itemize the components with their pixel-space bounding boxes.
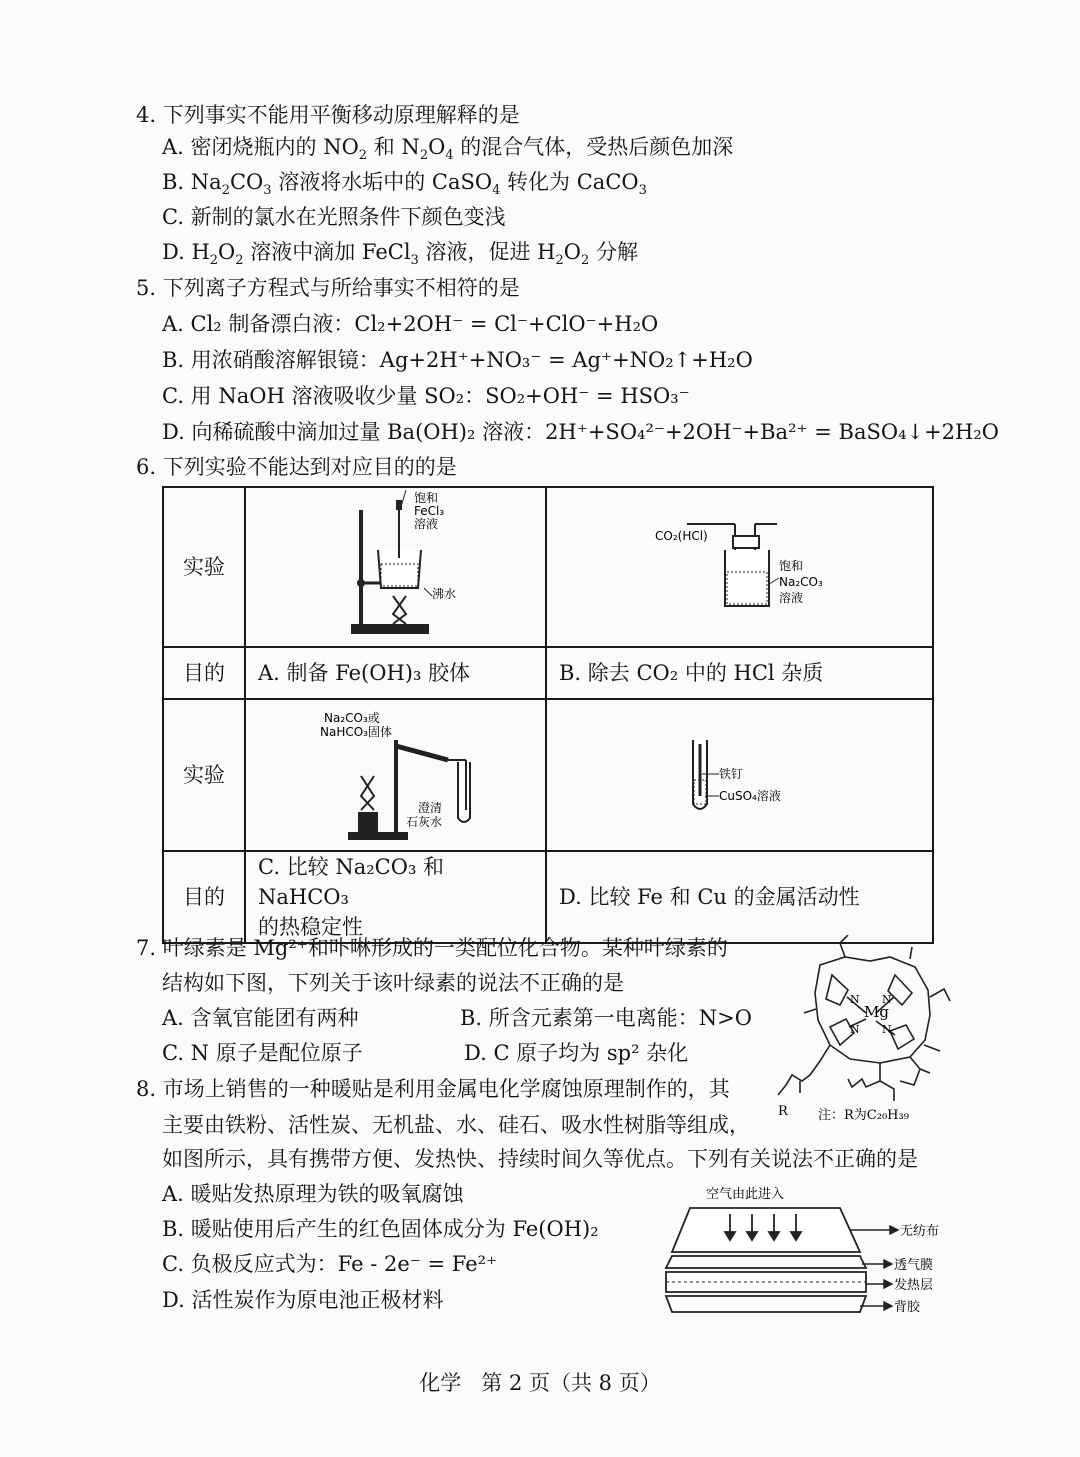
q7-option-d: D. C 原子均为 sp² 杂化: [464, 1041, 689, 1065]
q5-option-d: D. 向稀硫酸中滴加过量 Ba(OH)₂ 溶液：2H⁺+SO₄²⁻+2OH⁻+Ba²⁺ = BaSO₄↓+2H₂O: [162, 420, 999, 444]
layer-heating-label: 发热层: [894, 1278, 934, 1293]
q4-option-b: B. $Na_2CO_3$ 溶液将水垢中的 CaSO$_4$ 转化为 CaCO$_3$: [162, 170, 647, 199]
iron-stand-beaker-diagram: [246, 488, 547, 646]
q6-stem: 6. 下列实验不能达到对应目的的是: [136, 455, 457, 479]
nitrogen-label: N: [850, 993, 860, 1006]
q8-option-b: B. 暖贴使用后产生的红色固体成分为 Fe(OH)₂: [162, 1217, 599, 1241]
q5-stem: 5. 下列离子方程式与所给事实不相符的是: [136, 276, 520, 300]
goal-c: C. 比较 Na₂CO₃ 和 NaHCO₃ 的热稳定性: [245, 851, 546, 943]
heating-test-tube-diagram: [246, 700, 547, 850]
q8-stem-line1: 8. 市场上销售的一种暖贴是利用金属电化学腐蚀原理制作的，其: [136, 1077, 730, 1101]
q8-option-d: D. 活性炭作为原电池正极材料: [162, 1288, 444, 1312]
layer-nonwoven-label: 无纺布: [900, 1224, 940, 1239]
nitrogen-label: N: [882, 1023, 892, 1036]
q4-option-c: C. 新制的氯水在光照条件下颜色变浅: [162, 205, 506, 229]
q5-option-a: A. Cl₂ 制备漂白液：Cl₂+2OH⁻ = Cl⁻+ClO⁻+H₂O: [162, 312, 659, 336]
label-clear: 澄清: [418, 801, 443, 815]
label-saturated: 饱和: [779, 559, 804, 573]
label-boiling-water: 沸水: [432, 587, 457, 601]
layer-adhesive-label: 背胶: [894, 1300, 921, 1315]
q8-stem-line3: 如图所示，具有携带方便、发热快、持续时间久等优点。下列有关说法不正确的是: [162, 1147, 918, 1171]
experiment-table: [162, 486, 934, 944]
page-footer: 化学 第 2 页（共 8 页）: [419, 1371, 661, 1395]
label-fecl3: FeCl₃: [414, 504, 445, 518]
q5-option-c: C. 用 NaOH 溶液吸收少量 SO₂：SO₂+OH⁻ = HSO₃⁻: [162, 384, 690, 408]
goal-b: B. 除去 CO₂ 中的 HCl 杂质: [546, 647, 933, 699]
q7-option-a: A. 含氧官能团有两种: [162, 1006, 359, 1030]
q8-option-a: A. 暖贴发热原理为铁的吸氧腐蚀: [162, 1182, 464, 1206]
nitrogen-label: N: [850, 1023, 860, 1036]
chlorophyll-structure: [770, 935, 980, 1135]
figure-c: [245, 699, 546, 851]
layer-breathable-film-label: 透气膜: [894, 1258, 934, 1273]
r-group-label: R: [778, 1104, 788, 1119]
row-label-goal: 目的: [163, 647, 245, 699]
figure-d: [546, 699, 933, 851]
gas-washing-bottle-diagram: [547, 488, 934, 646]
label-co2-hcl: CO₂(HCl): [655, 529, 708, 543]
r-group-note: 注：R为C₂₀H₃₉: [818, 1108, 909, 1123]
row-label-goal: 目的: [163, 851, 245, 943]
goal-a: A. 制备 Fe(OH)₃ 胶体: [245, 647, 546, 699]
mg-atom-label: Mg: [864, 1003, 889, 1021]
label-na2co3: Na₂CO₃: [779, 575, 823, 589]
q7-stem-line1: 7. 叶绿素是 Mg²⁺和卟啉形成的一类配位化合物。某种叶绿素的: [136, 936, 728, 960]
nitrogen-label: N: [882, 993, 892, 1006]
q7-stem-line2: 结构如下图，下列关于该叶绿素的说法不正确的是: [162, 971, 624, 995]
q8-option-c: C. 负极反应式为：Fe - 2e⁻ = Fe²⁺: [162, 1252, 498, 1276]
air-entry-label: 空气由此进入: [706, 1187, 785, 1202]
label-limewater: 石灰水: [406, 815, 443, 829]
label-solution: 溶液: [414, 517, 439, 531]
label-na2co3-or: Na₂CO₃或: [324, 711, 380, 725]
test-tube-nail-diagram: [547, 700, 934, 850]
q4-option-d: D. $H_2O_2$ 溶液中滴加 FeCl$_3$ 溶液，促进 $H_2O_2$ 分解: [162, 240, 638, 269]
label-solution: 溶液: [779, 591, 804, 605]
goal-d: D. 比较 Fe 和 Cu 的金属活动性: [546, 851, 933, 943]
q5-option-b: B. 用浓硝酸溶解银镜：Ag+2H⁺+NO₃⁻ = Ag⁺+NO₂↑+H₂O: [162, 348, 753, 372]
q7-option-c: C. N 原子是配位原子: [162, 1041, 363, 1065]
q4-option-a: A. 密闭烧瓶内的 $NO_2$ 和 $N_2O_4$ 的混合气体，受热后颜色加深: [162, 135, 734, 164]
q4-stem: 4. 下列事实不能用平衡移动原理解释的是: [136, 103, 520, 127]
label-iron-nail: 铁钉: [719, 767, 744, 781]
label-saturated: 饱和: [414, 491, 439, 505]
figure-b: [546, 487, 933, 647]
label-cuso4-solution: CuSO₄溶液: [719, 789, 781, 803]
row-label-experiment: 实验: [163, 487, 245, 647]
row-label-experiment: 实验: [163, 699, 245, 851]
q8-stem-line2: 主要由铁粉、活性炭、无机盐、水、硅石、吸水性树脂等组成，: [162, 1113, 750, 1137]
heat-pack-layers-diagram: [660, 1184, 960, 1330]
q7-option-b: B. 所含元素第一电离能：N>O: [460, 1006, 752, 1030]
label-nahco3-solid: NaHCO₃固体: [320, 725, 392, 739]
figure-a: [245, 487, 546, 647]
